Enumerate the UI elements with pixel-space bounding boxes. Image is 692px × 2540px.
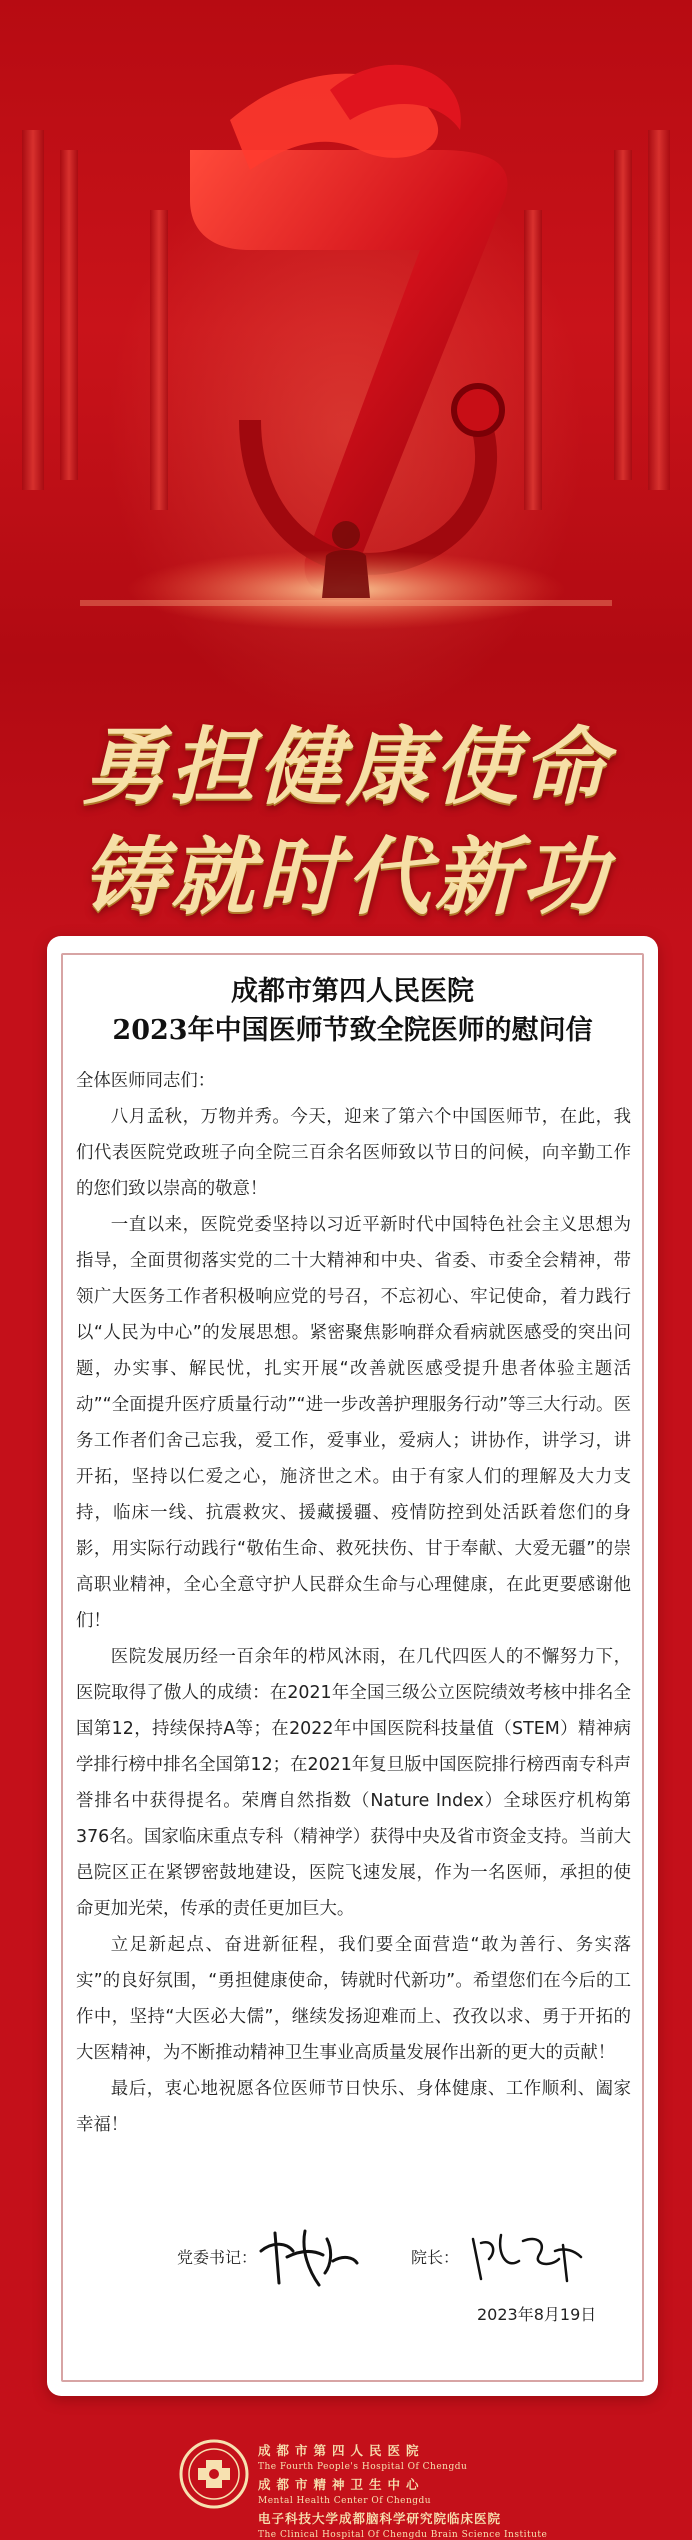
secretary-signature — [253, 2221, 363, 2291]
letter-title-hospital: 成都市第四人民医院 — [231, 976, 474, 1007]
president-label: 院长： — [411, 2248, 460, 2267]
hero-banner — [0, 0, 692, 940]
paragraph-work: 一直以来，医院党委坚持以习近平新时代中国特色社会主义思想为指导，全面贯彻落实党的二十大精神和中央、省委、市委全会精神，带领广大医务工作者积极响应党的号召，不忘初心、牢记使命，着力践行以“人民为中心”的发展思想。紧密聚焦影响群众看病就医感受的突出问题，办实事、解民忧，扎实开展“改善就医感受提升患者体验主题活动”“全面提升医疗质量行动”“进一步改善护理服务行动”等三大行动。医务工作者们舍己忘我，爱工作，爱事业，爱病人；讲协作，讲学习，讲开拓，坚持以仁爱之心，施济世之术。由于有家人们的理解及大力支持，临床一线、抗震救灾、援藏援疆、疫情防控到处活跃着您们的身影，用实际行动践行“敬佑生命、救死扶伤、甘于奉献、大爱无疆”的崇高职业精神，全心全意守护人民群众生命与心理健康，在此更要感谢他们！ — [76, 1215, 631, 1631]
paragraph-greeting: 八月孟秋，万物并秀。今天，迎来了第六个中国医师节，在此，我们代表医院党政班子向全院三百余名医师致以节日的问候，向辛勤工作的您们致以崇高的敬意！ — [76, 1107, 631, 1199]
salutation: 全体医师同志们： — [76, 1071, 216, 1091]
letter-title-subject: 2023年中国医师节致全院医师的慰问信 — [112, 1015, 593, 1046]
footer — [0, 2420, 692, 2540]
president-signature — [467, 2221, 587, 2291]
right-pillars — [524, 130, 670, 510]
secretary-label: 党委书记： — [177, 2248, 258, 2267]
letter-body — [76, 1063, 631, 2143]
left-pillars — [22, 130, 168, 510]
paragraph-wishes: 最后，衷心地祝愿各位医师节日快乐、身体健康、工作顺利、阖家幸福！ — [76, 2079, 631, 2135]
footer-name-1-en: The Fourth People's Hospital Of Chengdu — [258, 2462, 468, 2472]
hospital-emblem-icon — [178, 2438, 250, 2510]
footer-name-2-en: Mental Health Center Of Chengdu — [258, 2496, 432, 2506]
letter-date: 2023年8月19日 — [477, 2305, 597, 2324]
footer-name-3-en: The Clinical Hospital Of Chengdu Brain Science Institute — [258, 2530, 548, 2540]
slogan-line-1: 勇担健康使命 — [81, 717, 610, 816]
paragraph-outlook: 立足新起点、奋进新征程，我们要全面营造“敢为善行、务实落实”的良好氛围，“勇担健康使命，铸就时代新功”。希望您们在今后的工作中，坚持“大医必大儒”，继续发扬迎难而上、孜孜以求、勇于开拓的大医精神，为不断推动精神卫生事业高质量发展作出新的更大的贡献！ — [76, 1935, 631, 2063]
paragraph-achievements: 医院发展历经一百余年的栉风沐雨，在几代四医人的不懈努力下，医院取得了傲人的成绩：在2021年全国三级公立医院绩效考核中排名全国第12，持续保持A等；在2022年中国医院科技量值（STEM）精神病学排行榜中排名全国第12；在2021年复旦版中国医院排行榜西南专科声誉排名中获得提名。荣膺自然指数（Nature Index）全球医疗机构第376名。国家临床重点专科（精神学）获得中央及省市资金支持。当前大邑院区正在紧锣密鼓地建设，医院飞速发展，作为一名医师，承担的使命更加光荣，传承的责任更加巨大。 — [76, 1647, 631, 1919]
footer-name-1-cn: 成都市第四人民医院 — [258, 2443, 425, 2458]
letter-card — [47, 936, 658, 2396]
footer-hospital-names — [258, 2442, 558, 2540]
signature-row — [47, 2221, 658, 2291]
footer-name-3-cn: 电子科技大学成都脑科学研究院临床医院 — [258, 2511, 502, 2526]
footer-name-2-cn: 成都市精神卫生中心 — [258, 2477, 425, 2492]
slogan-line-2: 铸就时代新功 — [81, 827, 610, 926]
